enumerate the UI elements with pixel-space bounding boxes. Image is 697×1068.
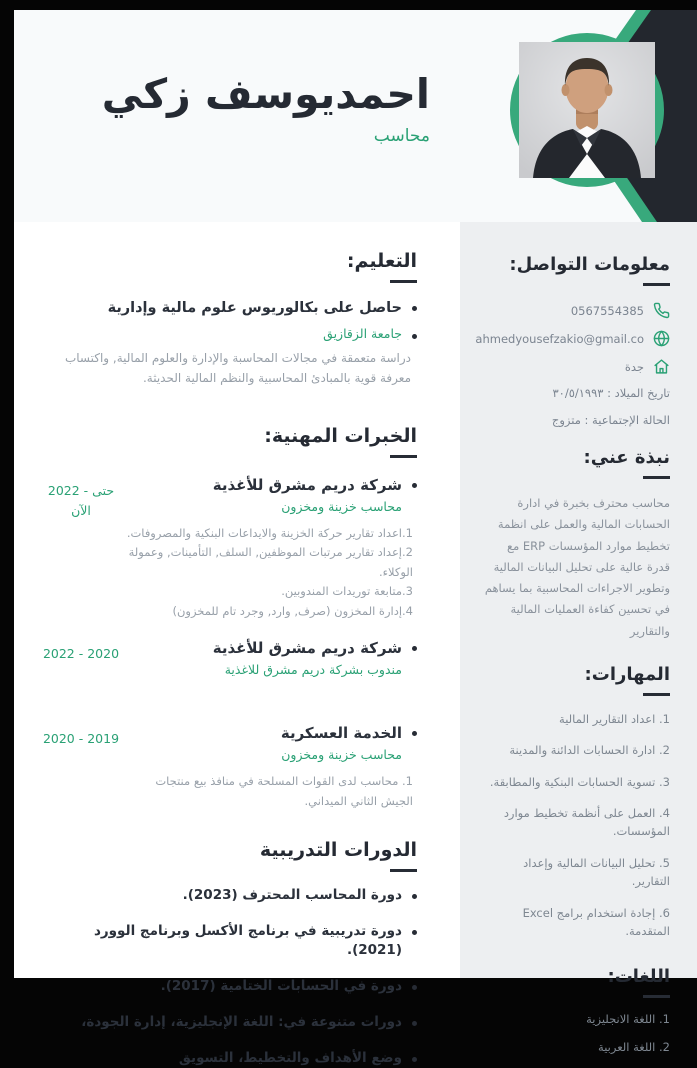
heading-underline — [390, 455, 417, 458]
marital-status: الحالة الإجتماعية : متزوج — [551, 413, 670, 427]
job-entry — [39, 638, 417, 677]
section-contact — [475, 254, 670, 427]
section-courses — [39, 839, 417, 1067]
section-skills — [482, 664, 670, 941]
phone-icon — [653, 302, 670, 319]
language-item: 2. اللغة العربية — [598, 1040, 670, 1055]
job-details: 1.اعداد تقارير حركة الخزينة والايداعات البنكية والمصروفات. 2.إعداد تقارير مرتبات الموظفين, السلف, التأمينات, وعمولة الوكلاء. 3.متابعة توريدات المندوبين. 4.إدارة المخزون (صرف, وارد, وجرد تام للمخزون) — [126, 525, 413, 618]
course-item: دورات متنوعة في: اللغة الإنجليزية، إدارة الجودة، — [39, 1013, 417, 1032]
bullet-icon — [412, 334, 417, 339]
bullet-icon — [412, 731, 417, 736]
contact-location-row — [482, 358, 670, 375]
job-company: شركة دريم مشرق للأغذية — [212, 475, 402, 494]
globe-icon — [653, 330, 670, 347]
location-value: جدة — [624, 359, 644, 374]
birth-date: تاريخ الميلاد : ٣٠/٥/١٩٩٣ — [552, 386, 670, 400]
section-experience — [39, 425, 417, 812]
sidebar-column — [460, 222, 697, 1055]
heading-underline — [390, 280, 417, 283]
course-item: وضع الأهداف والتخطيط، التسويق — [39, 1049, 417, 1068]
job-period: 2020 - 2019 — [42, 731, 120, 747]
language-item: 1. اللغة الانجليزية — [586, 1012, 670, 1027]
education-description: دراسة متعمقة في مجالات المحاسبة والإدارة والعلوم المالية, واكتساب معرفة قوية بالمبادئ المحاسبية والنظم المالية الحديثة. — [64, 351, 411, 385]
bullet-icon — [412, 646, 417, 651]
bullet-icon — [412, 1021, 417, 1026]
heading-underline — [643, 283, 670, 286]
job-role: مندوب بشركة دريم مشرق للاغذية — [224, 662, 402, 678]
job-entry — [39, 475, 417, 622]
skill-item: 5. تحليل البيانات المالية وإعداد التقارير. — [523, 855, 670, 889]
bullet-icon — [412, 306, 417, 311]
job-period: 2022 - حتى الآن — [47, 482, 115, 518]
skills-heading: المهارات: — [584, 663, 670, 685]
contact-phone-row — [482, 302, 670, 319]
job-company: الخدمة العسكرية — [280, 724, 402, 743]
job-details: 1. محاسب لدى القوات المسلحة في منافذ بيع منتجات الجيش الثاني الميداني. — [155, 774, 413, 808]
heading-underline — [643, 693, 670, 696]
education-degree-item: حاصل على بكالوريوس علوم مالية وإدارية — [39, 298, 417, 319]
about-heading: نبذة عني: — [583, 447, 670, 468]
bullet-icon — [412, 930, 417, 935]
job-role: محاسب خزينة ومخزون — [281, 747, 402, 763]
bullet-icon — [412, 483, 417, 488]
bullet-icon — [412, 894, 417, 899]
section-languages — [482, 966, 670, 1054]
job-period: 2022 - 2020 — [42, 646, 120, 662]
contact-email-row — [475, 330, 670, 347]
main-column — [14, 222, 460, 1066]
person-name: احمديوسف زكي — [101, 70, 430, 118]
phone-value: 0567554385 — [570, 303, 644, 318]
home-icon — [653, 358, 670, 375]
skill-item: 1. اعداد التقارير المالية — [559, 711, 670, 726]
job-entry — [39, 723, 417, 811]
skill-item: 3. تسوية الحسابات البنكية والمطابقة. — [489, 774, 670, 789]
email-value: ahmedyousefzakio@gmail.co — [475, 331, 644, 346]
course-item: دورة تدريبية في برنامج الأكسل وبرنامج الوورد (2021). — [39, 922, 417, 960]
education-university-item: جامعة الزقازيق — [39, 326, 417, 341]
skill-item: 4. العمل على أنظمة تخطيط موارد المؤسسات. — [503, 806, 670, 839]
experience-heading: الخبرات المهنية: — [264, 424, 417, 447]
skill-item: 2. ادارة الحسابات الدائنة والمدينة — [509, 743, 670, 758]
heading-underline — [643, 476, 670, 479]
section-about — [482, 447, 670, 642]
person-job-title: محاسب — [373, 126, 430, 147]
header-band — [14, 10, 697, 222]
contact-heading: معلومات التواصل: — [509, 254, 670, 275]
heading-underline — [390, 869, 417, 872]
skill-item: 6. إجادة استخدام برامج Excel المتقدمة. — [522, 905, 670, 938]
job-company: شركة دريم مشرق للأغذية — [212, 639, 402, 658]
about-text: محاسب محترف بخبرة في ادارة الحسابات المالية والعمل على انظمة تخطيط موارد المؤسسات ERP مع قدرة عالية على تحليل البيانات المالية وتطوير الاجراءات المحاسبية بما يساهم في تحسين كفاءة العمليات المالية والتقارير — [484, 496, 670, 638]
course-item: دورة في الحسابات الختامية (2017). — [39, 977, 417, 996]
heading-underline — [643, 995, 670, 998]
courses-heading: الدورات التدريبية — [259, 839, 417, 862]
education-heading: التعليم: — [346, 250, 417, 272]
languages-heading: اللغات: — [607, 966, 670, 988]
job-role: محاسب خزينة ومخزون — [281, 498, 402, 514]
course-item: دورة المحاسب المحترف (2023). — [39, 886, 417, 905]
bullet-icon — [412, 985, 417, 990]
profile-photo — [510, 33, 664, 187]
section-education — [39, 250, 417, 389]
bullet-icon — [412, 1057, 417, 1062]
person-portrait-image — [519, 42, 655, 178]
